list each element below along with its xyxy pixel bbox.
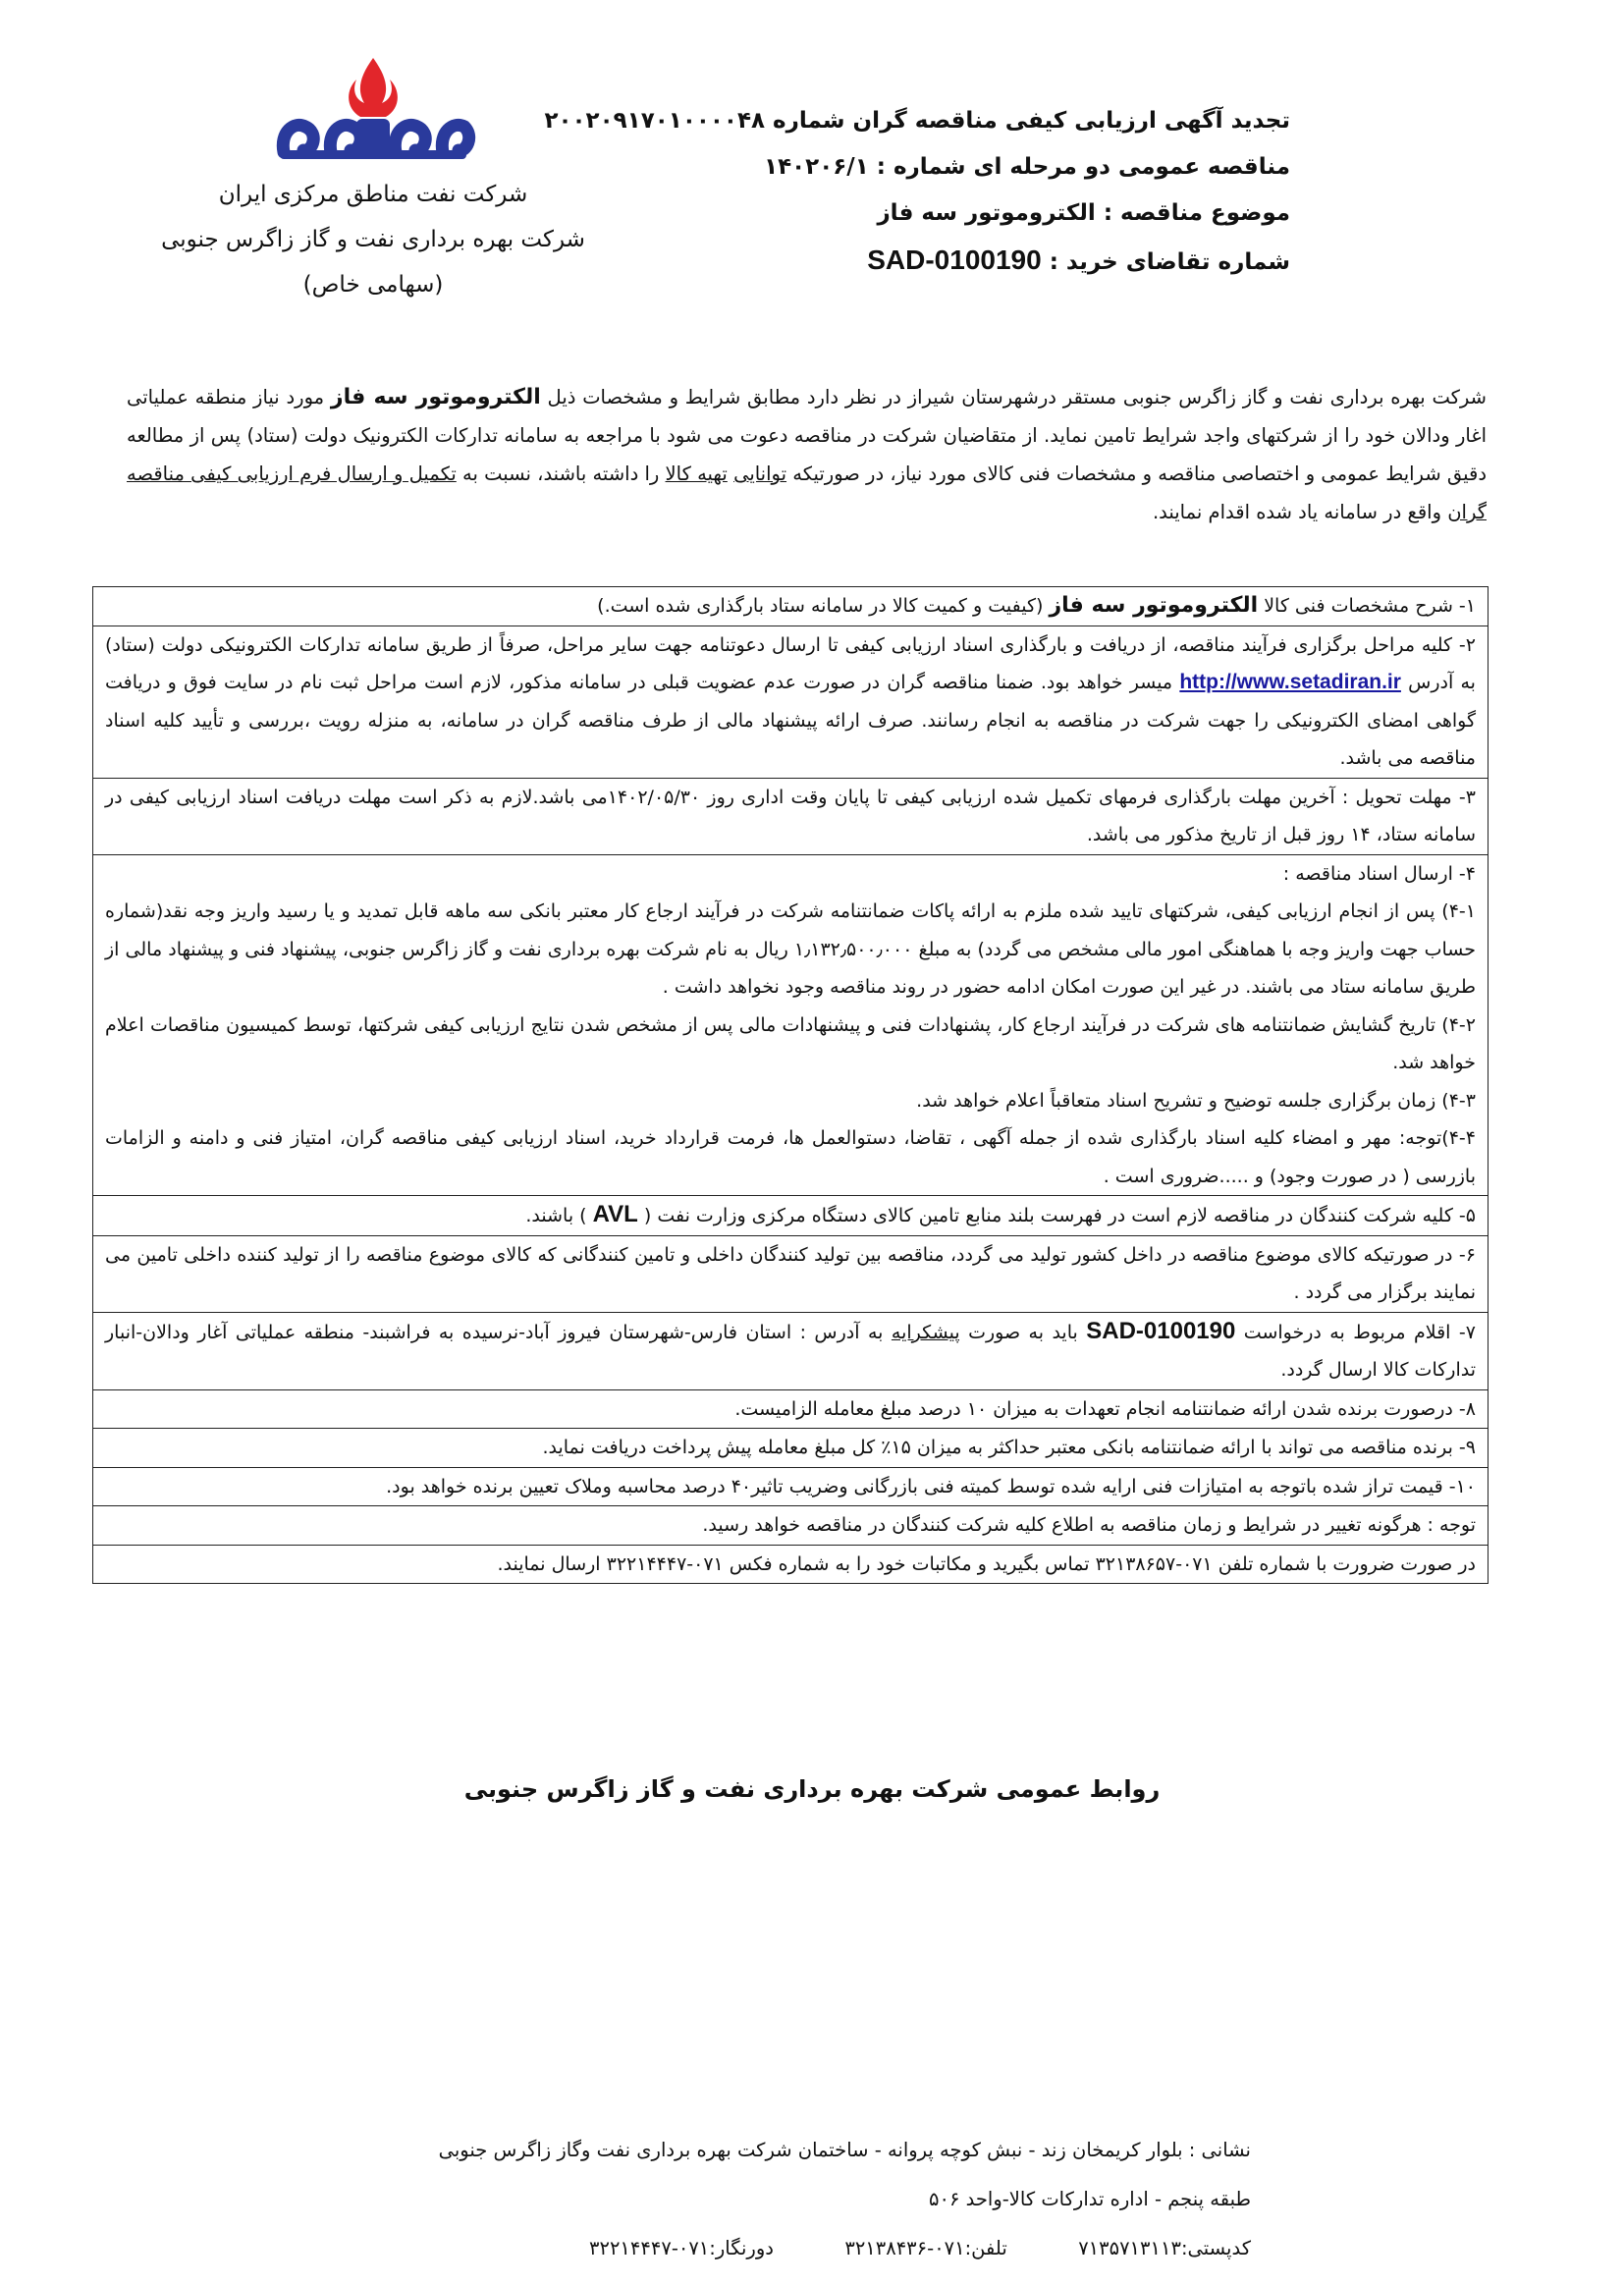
postal-code: کدپستی:۷۱۳۵۷۱۳۱۱۳: [1078, 2237, 1251, 2259]
intro-part-3: را داشته باشند، نسبت به: [462, 462, 660, 485]
note-text: توجه : هرگونه تغییر در شرایط و زمان مناقصه به اطلاع کلیه شرکت کنندگان در مناقصه خواهد رسید.: [702, 1514, 1476, 1536]
term-7-request-code: SAD-0100190: [1086, 1317, 1236, 1344]
term-7: [93, 1313, 1488, 1390]
footer-address: [269, 2126, 1251, 2273]
public-relations-signature: روابط عمومی شرکت بهره برداری نفت و گاز زاگرس جنوبی: [463, 1775, 1161, 1803]
company-identity: [118, 54, 628, 307]
term-5-text-b: ) باشند.: [525, 1205, 587, 1226]
term-3: [93, 779, 1488, 855]
tender-number: مناقصه عمومی دو مرحله ای شماره : ۱۴۰۲۰۶/۱: [764, 154, 1290, 180]
term-note: [93, 1506, 1488, 1546]
terms-table: [92, 586, 1489, 1584]
term-contact: [93, 1546, 1488, 1584]
intro-underline-ability: توانایی: [733, 462, 787, 485]
footer-address-line-1: نشانی : بلوار کریمخان زند - نبش کوچه پروانه - ساختمان شرکت بهره برداری نفت وگاز زاگرس جنوبی: [438, 2139, 1251, 2161]
intro-part-4: واقع در سامانه یاد شده اقدام نمایند.: [1152, 501, 1442, 523]
term-7-prepaid: پیشکرایه: [891, 1321, 960, 1343]
intro-paragraph: [127, 378, 1487, 531]
term-6-text: ۶- در صورتیکه کالای موضوع مناقصه در داخل کشور تولید می گردد، مناقصه بین تولید کنندگان داخلی و تامین کنندگانی که کالای موضوع مناقصه را از تولید کننده داخلی تامین می نمایند برگزار می گردد .: [105, 1243, 1476, 1303]
term-1-suffix: (کیفیت و کمیت کالا در سامانه ستاد بارگذاری شده است.): [597, 595, 1044, 617]
term-7-text-b: باید به صورت: [968, 1321, 1078, 1343]
term-4-1: ۴-۱) پس از انجام ارزیابی کیفی، شرکتهای تایید شده ملزم به ارائه پاکات ضمانتنامه شرکت در فرآیند ارجاع کار معتبر بانکی سه ماهه قابل تمدید و یا رسید واریز وجه نقد(شماره حساب جهت واریز وجه با هماهنگی امور مالی مشخص می گردد) به مبلغ ۱٫۱۳۲٫۵۰۰٫۰۰۰ ریال به نام شرکت بهره برداری نفت و گاز زاگرس جنوبی، پیشنهاد فنی و پیشنهاد مالی از طریق سامانه ستاد می باشند. در غیر این صورت امکان ادامه حضور در روند مناقصه وجود نخواهد داشت .: [105, 900, 1476, 998]
term-4-2: ۴-۲) تاریخ گشایش ضمانتنامه های شرکت در فرآیند ارجاع کار، پشنهادات فنی و پیشنهادات مالی پس از مشخص شدن نتایج ارزیابی کیفی شرکتها، توسط کمیسیون مناقصات اعلام خواهد شد.: [105, 1013, 1476, 1073]
subject-value: الکتروموتور سه فاز: [877, 200, 1096, 226]
term-7-text-c: به آدرس : استان فارس-شهرستان فیروز آباد-نرسیده به فراشبند- منطقه عملیاتی آغار ودالان-انبار تدارکات کالا ارسال گردد.: [105, 1321, 1476, 1381]
term-2: [93, 626, 1488, 779]
term-3-text: ۳- مهلت تحویل : آخرین مهلت بارگذاری فرمهای تکمیل شده ارزیابی کیفی تا پایان وقت اداری روز ۱۴۰۲/۰۵/۳۰می باشد.لازم به ذکر است مهلت دریافت اسناد ارزیابی کیفی در سامانه ستاد، ۱۴ روز قبل از تاریخ مذکور می باشد.: [105, 786, 1476, 845]
subject-label: موضوع مناقصه :: [1103, 200, 1290, 226]
intro-item-name: الکتروموتور سه فاز: [330, 385, 541, 409]
term-1-item: الکتروموتور سه فاز: [1049, 593, 1259, 618]
phone-number: تلفن:۰۷۱-۳۲۱۳۸۴۳۶: [844, 2237, 1007, 2259]
term-10-text: ۱۰- قیمت تراز شده باتوجه به امتیازات فنی ارایه شده توسط کمیته فنی بازرگانی وضریب تاثیر۴۰ درصد محاسبه وملاک تعیین برنده خواهد بود.: [386, 1475, 1476, 1497]
intro-part-2: مورد نیاز منطقه عملیاتی اغار ودالان خود را از شرکتهای واجد شرایط تامین نماید. از متقاضیان شرکت در مناقصه دعوت می شود با مراجعه به سامانه تدارکات الکترونیک دولت (ستاد) پس از مطالعه دقیق شرایط عمومی و اختصاصی مناقصه و مشخصات فنی کالای مورد نیاز، در صورتیکه: [127, 386, 1488, 485]
term-6: [93, 1236, 1488, 1313]
term-2-text-a: ۲- کلیه مراحل برگزاری فرآیند مناقصه، از دریافت و بارگذاری اسناد ارزیابی کیفی تا ارسال دعوتنامه جهت سایر مراحل، صرفاً از طریق سامانه تدارکات الکترونیکی دولت (ستاد) به آدرس: [105, 633, 1476, 693]
term-4-3: ۴-۳) زمان برگزاری جلسه توضیح و تشریح اسناد متعاقباً اعلام خواهد شد.: [916, 1089, 1476, 1112]
term-1: [93, 587, 1488, 626]
footer-address-line-2: طبقه پنجم - اداره تدارکات کالا-واحد ۵۰۶: [929, 2188, 1251, 2210]
term-2-text-b: میسر خواهد بود. ضمنا مناقصه گران در صورت عدم عضویت قبلی در سامانه مذکور، لازم است مراحل ثبت نام در سایت فوق و دریافت گواهی امضای الکترونیکی را جهت شرکت در مناقصه به انجام رسانند. صرف ارائه پیشنهاد مالی از طرف مناقصه گران در سامانه، به منزله رویت ،بررسی و تأیید کلیه اسناد مناقصه می باشد.: [105, 672, 1476, 769]
term-8-text: ۸- درصورت برنده شدن ارائه ضمانتنامه انجام تعهدات به میزان ۱۰ درصد مبلغ معامله الزامیست.: [734, 1397, 1476, 1420]
intro-part-1: شرکت بهره برداری نفت و گاز زاگرس جنوبی مستقر درشهرستان شیراز در نظر دارد مطابق شرایط و مشخصات ذیل: [547, 386, 1487, 408]
term-5-text-a: ۵- کلیه شرکت کنندگان در مناقصه لازم است در فهرست بلند منابع تامین کالای دستگاه مرکزی وزارت نفت (: [643, 1205, 1476, 1226]
avl-code: AVL: [592, 1201, 638, 1227]
notice-title: تجدید آگهی ارزیابی کیفی مناقصه گران شماره ۲۰۰۲۰۹۱۷۰۱۰۰۰۰۴۸: [544, 108, 1290, 134]
company-line-2: شرکت بهره برداری نفت و گاز زاگرس جنوبی: [161, 227, 585, 252]
term-4-4: ۴-۴)توجه: مهر و امضاء کلیه اسناد بارگذاری شده از جمله آگهی ، تقاضا، دستوالعمل ها، فرمت قرارداد خرید، اسناد ارزیابی کیفی مناقصه گران، امتیاز فنی و دامنه و الزامات بازرسی ( در صورت وجود) و .....ضروری است .: [105, 1127, 1476, 1187]
request-code: SAD-0100190: [867, 245, 1042, 275]
company-line-1: شرکت نفت مناطق مرکزی ایران: [218, 182, 528, 207]
term-4-heading: ۴- ارسال اسناد مناقصه :: [1282, 862, 1476, 885]
intro-underline-form: تکمیل و ارسال فرم ارزیابی کیفی مناقصه گران: [127, 462, 1487, 523]
term-5: [93, 1196, 1488, 1236]
term-1-prefix: ۱- شرح مشخصات فنی کالا: [1264, 595, 1476, 617]
term-9-text: ۹- برنده مناقصه می تواند با ارائه ضمانتنامه بانکی معتبر حداکثر به میزان ۱۵٪ کل مبلغ معامله پیش پرداخت دریافت نماید.: [542, 1437, 1476, 1458]
setadiran-link[interactable]: http://www.setadiran.ir: [1179, 671, 1401, 693]
contact-text: در صورت ضرورت با شماره تلفن ۰۷۱-۳۲۱۳۸۶۵۷ تماس بگیرید و مکاتبات خود را به شماره فکس ۰۷۱-۳۲۲۱۴۴۴۷ ارسال نمایند.: [497, 1552, 1476, 1575]
nioc-logo-icon: [270, 54, 476, 162]
term-7-text-a: ۷- اقلام مربوط به درخواست: [1243, 1321, 1476, 1343]
term-9: [93, 1429, 1488, 1468]
term-8: [93, 1390, 1488, 1430]
footer-contact-line: [269, 2224, 1251, 2273]
request-label: شماره تقاضای خرید :: [1049, 249, 1290, 275]
fax-number: دورنگار:۰۷۱-۳۲۲۱۴۴۴۷: [589, 2237, 774, 2259]
term-4: [93, 855, 1488, 1197]
company-line-3: (سهامی خاص): [302, 272, 444, 298]
term-10: [93, 1468, 1488, 1507]
intro-underline-supply: تهیه کالا: [665, 462, 728, 485]
